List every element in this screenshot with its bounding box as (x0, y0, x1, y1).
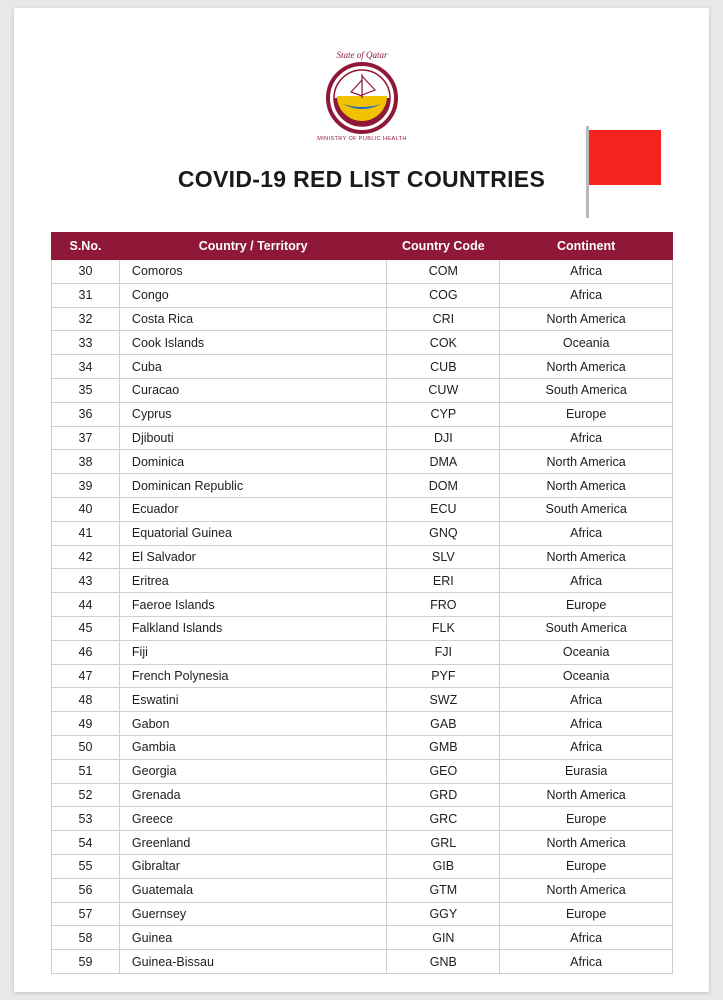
table-row (52, 307, 673, 331)
row-country: Dominica (119, 450, 387, 474)
row-country: Greece (119, 807, 387, 831)
row-country: Costa Rica (119, 307, 387, 331)
row-continent: South America (500, 616, 673, 640)
table-row (52, 759, 673, 783)
row-continent: Africa (500, 926, 673, 950)
row-sno: 31 (52, 283, 120, 307)
table-row (52, 735, 673, 759)
row-continent: Oceania (500, 664, 673, 688)
row-country-code: GRC (387, 807, 500, 831)
row-country: Eswatini (119, 688, 387, 712)
table-row (52, 593, 673, 617)
row-country-code: GEO (387, 759, 500, 783)
table-row (52, 426, 673, 450)
row-continent: Europe (500, 854, 673, 878)
row-sno: 33 (52, 331, 120, 355)
row-sno: 35 (52, 378, 120, 402)
row-sno: 53 (52, 807, 120, 831)
row-country-code: SLV (387, 545, 500, 569)
row-sno: 36 (52, 402, 120, 426)
row-sno: 48 (52, 688, 120, 712)
row-country-code: GGY (387, 902, 500, 926)
document-page (14, 8, 709, 992)
row-country: Falkland Islands (119, 616, 387, 640)
row-country-code: GRD (387, 783, 500, 807)
row-country: Eritrea (119, 569, 387, 593)
table-row (52, 854, 673, 878)
row-sno: 52 (52, 783, 120, 807)
svg-text:State of Qatar: State of Qatar (336, 50, 387, 60)
row-sno: 45 (52, 616, 120, 640)
table-row (52, 474, 673, 498)
row-country: Dominican Republic (119, 474, 387, 498)
row-sno: 47 (52, 664, 120, 688)
row-continent: South America (500, 378, 673, 402)
row-country: Curacao (119, 378, 387, 402)
row-country: Georgia (119, 759, 387, 783)
table-row (52, 688, 673, 712)
row-country: Djibouti (119, 426, 387, 450)
table-row (52, 378, 673, 402)
row-country-code: PYF (387, 664, 500, 688)
table-row (52, 450, 673, 474)
row-country: Cyprus (119, 402, 387, 426)
row-country-code: GNQ (387, 521, 500, 545)
row-sno: 38 (52, 450, 120, 474)
row-country: Greenland (119, 831, 387, 855)
row-country: Guinea (119, 926, 387, 950)
row-country: Cook Islands (119, 331, 387, 355)
row-continent: Oceania (500, 640, 673, 664)
row-sno: 43 (52, 569, 120, 593)
row-country: Equatorial Guinea (119, 521, 387, 545)
table-row (52, 283, 673, 307)
row-country-code: GIB (387, 854, 500, 878)
row-country-code: GNB (387, 950, 500, 974)
row-country-code: GAB (387, 712, 500, 736)
svg-text:MINISTRY OF PUBLIC HEALTH: MINISTRY OF PUBLIC HEALTH (316, 136, 407, 142)
row-continent: North America (500, 307, 673, 331)
row-country-code: GRL (387, 831, 500, 855)
row-country: El Salvador (119, 545, 387, 569)
row-continent: South America (500, 497, 673, 521)
table-row (52, 926, 673, 950)
row-continent: North America (500, 878, 673, 902)
row-country-code: COG (387, 283, 500, 307)
row-continent: North America (500, 355, 673, 379)
row-country: Guinea-Bissau (119, 950, 387, 974)
row-country-code: CUB (387, 355, 500, 379)
table-row (52, 497, 673, 521)
table-row (52, 355, 673, 379)
row-continent: Africa (500, 712, 673, 736)
row-sno: 57 (52, 902, 120, 926)
row-continent: Europe (500, 807, 673, 831)
row-country: Comoros (119, 260, 387, 284)
row-country-code: FLK (387, 616, 500, 640)
table-body (52, 260, 673, 974)
row-country: Faeroe Islands (119, 593, 387, 617)
row-sno: 58 (52, 926, 120, 950)
row-sno: 51 (52, 759, 120, 783)
row-sno: 41 (52, 521, 120, 545)
row-country-code: ERI (387, 569, 500, 593)
row-country: Gambia (119, 735, 387, 759)
table-row (52, 260, 673, 284)
table-row (52, 569, 673, 593)
row-sno: 34 (52, 355, 120, 379)
page-title: COVID-19 RED LIST COUNTRIES (177, 166, 546, 192)
table-row (52, 521, 673, 545)
table-row (52, 640, 673, 664)
row-sno: 39 (52, 474, 120, 498)
row-continent: Oceania (500, 331, 673, 355)
row-country-code: GIN (387, 926, 500, 950)
column-header-sno: S.No. (52, 233, 120, 260)
row-country: Grenada (119, 783, 387, 807)
table-header-row (52, 233, 673, 260)
table-row (52, 950, 673, 974)
row-country-code: DMA (387, 450, 500, 474)
row-continent: Europe (500, 593, 673, 617)
row-continent: North America (500, 545, 673, 569)
row-country: Guatemala (119, 878, 387, 902)
row-continent: Africa (500, 426, 673, 450)
row-sno: 59 (52, 950, 120, 974)
column-header-country-code: Country Code (387, 233, 500, 260)
table-row (52, 664, 673, 688)
row-continent: Africa (500, 283, 673, 307)
table-row (52, 783, 673, 807)
row-country: French Polynesia (119, 664, 387, 688)
table-row (52, 545, 673, 569)
flag-cloth (589, 130, 661, 185)
row-country-code: DJI (387, 426, 500, 450)
row-continent: Africa (500, 735, 673, 759)
row-continent: North America (500, 450, 673, 474)
row-country-code: CYP (387, 402, 500, 426)
row-country-code: ECU (387, 497, 500, 521)
table-row (52, 712, 673, 736)
row-sno: 46 (52, 640, 120, 664)
row-country-code: CUW (387, 378, 500, 402)
row-sno: 30 (52, 260, 120, 284)
row-country-code: DOM (387, 474, 500, 498)
row-sno: 37 (52, 426, 120, 450)
row-country: Gibraltar (119, 854, 387, 878)
row-country-code: GMB (387, 735, 500, 759)
row-country: Congo (119, 283, 387, 307)
row-sno: 56 (52, 878, 120, 902)
row-continent: Africa (500, 950, 673, 974)
row-country: Fiji (119, 640, 387, 664)
row-sno: 54 (52, 831, 120, 855)
table-row (52, 402, 673, 426)
row-country-code: FJI (387, 640, 500, 664)
row-sno: 44 (52, 593, 120, 617)
row-continent: Eurasia (500, 759, 673, 783)
row-country-code: SWZ (387, 688, 500, 712)
row-country-code: COK (387, 331, 500, 355)
row-country-code: COM (387, 260, 500, 284)
row-sno: 32 (52, 307, 120, 331)
row-sno: 50 (52, 735, 120, 759)
row-country-code: GTM (387, 878, 500, 902)
row-country: Guernsey (119, 902, 387, 926)
red-flag-icon (576, 126, 676, 226)
column-header-continent: Continent (500, 233, 673, 260)
row-continent: North America (500, 474, 673, 498)
row-continent: Africa (500, 569, 673, 593)
row-continent: North America (500, 783, 673, 807)
table-row (52, 616, 673, 640)
table-row (52, 331, 673, 355)
row-country-code: CRI (387, 307, 500, 331)
row-sno: 40 (52, 497, 120, 521)
row-continent: Africa (500, 688, 673, 712)
row-continent: Africa (500, 260, 673, 284)
row-continent: Europe (500, 402, 673, 426)
row-continent: Africa (500, 521, 673, 545)
row-sno: 42 (52, 545, 120, 569)
column-header-country: Country / Territory (119, 233, 387, 260)
row-continent: North America (500, 831, 673, 855)
red-list-table (51, 232, 673, 974)
row-country: Cuba (119, 355, 387, 379)
row-country: Ecuador (119, 497, 387, 521)
row-country: Gabon (119, 712, 387, 736)
row-continent: Europe (500, 902, 673, 926)
table-row (52, 831, 673, 855)
table-row (52, 902, 673, 926)
row-sno: 49 (52, 712, 120, 736)
row-sno: 55 (52, 854, 120, 878)
table-row (52, 807, 673, 831)
row-country-code: FRO (387, 593, 500, 617)
qatar-moph-emblem-icon (313, 46, 411, 144)
table-row (52, 878, 673, 902)
